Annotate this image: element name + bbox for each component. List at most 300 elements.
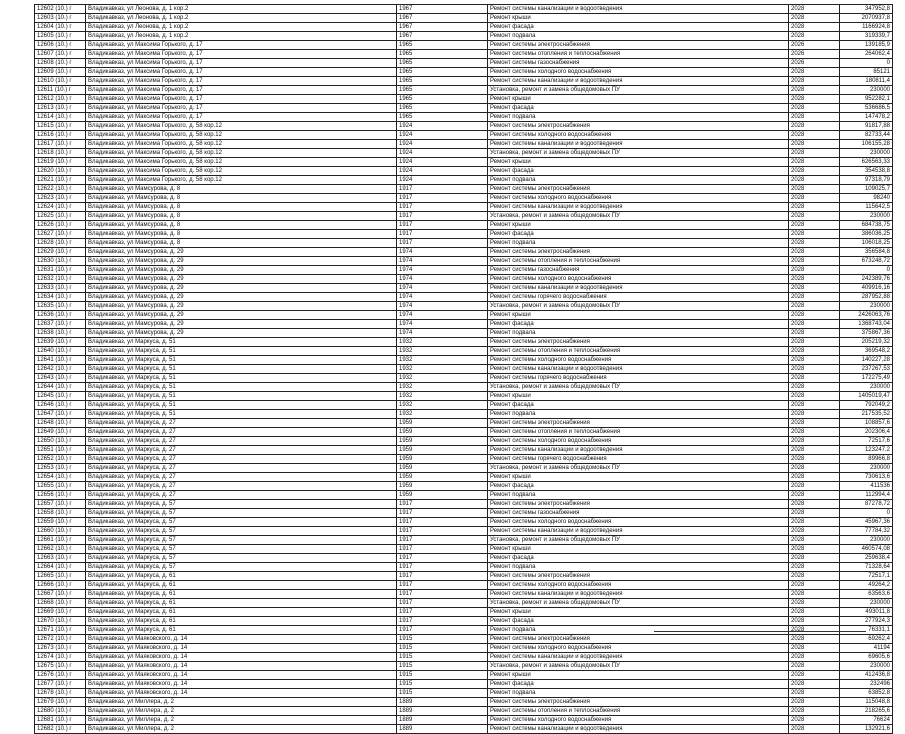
build-year-cell: 1974	[397, 248, 488, 257]
address-cell: Владикавказ, ул Маркуса, д. 61	[86, 617, 397, 626]
address-cell: Владикавказ, ул Маркуса, д. 51	[86, 356, 397, 365]
cost-cell: 0	[840, 266, 893, 275]
build-year-cell: 1917	[397, 572, 488, 581]
address-cell: Владикавказ, ул Маркуса, д. 27	[86, 455, 397, 464]
build-year-cell: 1924	[397, 158, 488, 167]
record-id-cell: 12621 (10.) г	[35, 176, 86, 185]
cost-cell: 230000	[840, 383, 893, 392]
record-id-cell: 12651 (10.) г	[35, 446, 86, 455]
work-type-cell: Ремонт фасада	[488, 680, 789, 689]
cost-cell: 730613,6	[840, 473, 893, 482]
record-id-cell: 12672 (10.) г	[35, 635, 86, 644]
build-year-cell: 1974	[397, 284, 488, 293]
work-type-cell: Ремонт фасада	[488, 554, 789, 563]
build-year-cell: 1917	[397, 527, 488, 536]
record-id-cell: 12674 (10.) г	[35, 653, 86, 662]
record-id-cell: 12660 (10.) г	[35, 527, 86, 536]
plan-year-cell: 2028	[789, 185, 840, 194]
work-type-cell: Ремонт системы горячего водоснабжения	[488, 293, 789, 302]
address-cell: Владикавказ, ул Мамсурова, д. 8	[86, 221, 397, 230]
record-id-cell: 12680 (10.) г	[35, 707, 86, 716]
plan-year-cell: 2028	[789, 554, 840, 563]
address-cell: Владикавказ, ул Мамсурова, д. 29	[86, 248, 397, 257]
plan-year-cell: 2028	[789, 374, 840, 383]
plan-year-cell: 2028	[789, 140, 840, 149]
record-id-cell: 12678 (10.) г	[35, 689, 86, 698]
plan-year-cell: 2028	[789, 482, 840, 491]
plan-year-cell: 2028	[789, 311, 840, 320]
record-id-cell: 12615 (10.) г	[35, 122, 86, 131]
record-id-cell: 12604 (10.) г	[35, 23, 86, 32]
address-cell: Владикавказ, ул Маркуса, д. 51	[86, 392, 397, 401]
work-type-cell: Ремонт системы канализации и водоотведения	[488, 203, 789, 212]
record-id-cell: 12682 (10.) г	[35, 725, 86, 734]
build-year-cell: 1917	[397, 563, 488, 572]
plan-year-cell: 2028	[789, 455, 840, 464]
cost-cell: 626563,33	[840, 158, 893, 167]
address-cell: Владикавказ, ул Маркуса, д. 51	[86, 338, 397, 347]
cost-cell: 63852,8	[840, 689, 893, 698]
plan-year-cell: 2028	[789, 536, 840, 545]
work-type-cell: Ремонт фасада	[488, 167, 789, 176]
work-type-cell: Ремонт системы отопления и теплоснабжения	[488, 707, 789, 716]
cost-cell: 354538,8	[840, 167, 893, 176]
address-cell: Владикавказ, ул Мамсурова, д. 8	[86, 203, 397, 212]
address-cell: Владикавказ, ул Маркуса, д. 27	[86, 473, 397, 482]
cost-cell: 82733,44	[840, 131, 893, 140]
cost-cell: 132921,6	[840, 725, 893, 734]
record-id-cell: 12655 (10.) г	[35, 482, 86, 491]
address-cell: Владикавказ, ул Мамсурова, д. 29	[86, 284, 397, 293]
plan-year-cell: 2028	[789, 77, 840, 86]
build-year-cell: 1965	[397, 86, 488, 95]
plan-year-cell: 2028	[789, 113, 840, 122]
address-cell: Владикавказ, ул Миллера, д. 2	[86, 716, 397, 725]
record-id-cell: 12633 (10.) г	[35, 284, 86, 293]
work-type-cell: Ремонт системы отопления и теплоснабжения	[488, 428, 789, 437]
work-type-cell: Установка, ремонт и замена общедомовых ПУ	[488, 86, 789, 95]
plan-year-cell: 2028	[789, 275, 840, 284]
plan-year-cell: 2028	[789, 635, 840, 644]
work-type-cell: Ремонт крыши	[488, 671, 789, 680]
build-year-cell: 1917	[397, 545, 488, 554]
cost-cell: 180811,4	[840, 77, 893, 86]
table-row	[35, 590, 893, 599]
work-type-cell: Ремонт подвала	[488, 689, 789, 698]
plan-year-cell: 2028	[789, 176, 840, 185]
work-type-cell: Ремонт крыши	[488, 221, 789, 230]
record-id-cell: 12631 (10.) г	[35, 266, 86, 275]
work-type-cell: Ремонт крыши	[488, 311, 789, 320]
build-year-cell: 1974	[397, 320, 488, 329]
work-type-cell: Ремонт системы газоснабжения	[488, 266, 789, 275]
plan-year-cell: 2028	[789, 212, 840, 221]
build-year-cell: 1915	[397, 644, 488, 653]
cost-cell: 45967,36	[840, 518, 893, 527]
cost-cell: 172275,49	[840, 374, 893, 383]
build-year-cell: 1974	[397, 311, 488, 320]
build-year-cell: 1974	[397, 302, 488, 311]
build-year-cell: 1917	[397, 212, 488, 221]
plan-year-cell: 2028	[789, 599, 840, 608]
build-year-cell: 1965	[397, 50, 488, 59]
cost-cell: 98240	[840, 194, 893, 203]
table-row	[35, 194, 893, 203]
address-cell: Владикавказ, ул Леонова, д. 1 кор.2	[86, 5, 397, 14]
plan-year-cell: 2028	[789, 500, 840, 509]
cost-cell: 139185,9	[840, 41, 893, 50]
work-type-cell: Ремонт крыши	[488, 608, 789, 617]
build-year-cell: 1917	[397, 581, 488, 590]
build-year-cell: 1924	[397, 167, 488, 176]
cost-cell: 1405019,47	[840, 392, 893, 401]
build-year-cell: 1967	[397, 32, 488, 41]
build-year-cell: 1932	[397, 401, 488, 410]
table-row	[35, 716, 893, 725]
build-year-cell: 1917	[397, 509, 488, 518]
build-year-cell: 1959	[397, 455, 488, 464]
build-year-cell: 1924	[397, 149, 488, 158]
build-year-cell: 1889	[397, 707, 488, 716]
address-cell: Владикавказ, ул Максима Горького, д. 58 кор.12	[86, 122, 397, 131]
record-id-cell: 12617 (10.) г	[35, 140, 86, 149]
work-type-cell: Ремонт фасада	[488, 104, 789, 113]
record-id-cell: 12635 (10.) г	[35, 302, 86, 311]
build-year-cell: 1915	[397, 689, 488, 698]
build-year-cell: 1924	[397, 176, 488, 185]
build-year-cell: 1965	[397, 113, 488, 122]
build-year-cell: 1915	[397, 635, 488, 644]
table-row	[35, 581, 893, 590]
plan-year-cell: 2028	[789, 707, 840, 716]
cost-cell: 69262,4	[840, 635, 893, 644]
work-type-cell: Ремонт системы горячего водоснабжения	[488, 455, 789, 464]
address-cell: Владикавказ, ул Маркуса, д. 51	[86, 374, 397, 383]
record-id-cell: 12665 (10.) г	[35, 572, 86, 581]
plan-year-cell: 2028	[789, 230, 840, 239]
plan-year-cell: 2028	[789, 491, 840, 500]
record-id-cell: 12634 (10.) г	[35, 293, 86, 302]
plan-year-cell: 2028	[789, 725, 840, 734]
address-cell: Владикавказ, ул Мамсурова, д. 8	[86, 194, 397, 203]
plan-year-cell: 2028	[789, 338, 840, 347]
table-row	[35, 149, 893, 158]
cost-cell: 87278,72	[840, 500, 893, 509]
record-id-cell: 12623 (10.) г	[35, 194, 86, 203]
address-cell: Владикавказ, ул Мамсурова, д. 29	[86, 293, 397, 302]
address-cell: Владикавказ, ул Мамсурова, д. 29	[86, 311, 397, 320]
work-type-cell: Ремонт системы электроснабжения	[488, 572, 789, 581]
build-year-cell: 1932	[397, 410, 488, 419]
cost-cell: 230000	[840, 599, 893, 608]
cost-cell: 369548,2	[840, 347, 893, 356]
work-type-cell: Ремонт крыши	[488, 95, 789, 104]
work-type-cell: Ремонт системы горячего водоснабжения	[488, 374, 789, 383]
table-row	[35, 257, 893, 266]
table-row	[35, 644, 893, 653]
plan-year-cell: 2028	[789, 572, 840, 581]
table-row	[35, 536, 893, 545]
work-type-cell: Ремонт фасада	[488, 23, 789, 32]
cost-cell: 123247,2	[840, 446, 893, 455]
table-row	[35, 563, 893, 572]
work-type-cell: Ремонт крыши	[488, 473, 789, 482]
table-row	[35, 68, 893, 77]
cost-cell: 386036,25	[840, 230, 893, 239]
cost-cell: 147478,2	[840, 113, 893, 122]
plan-year-cell: 2028	[789, 437, 840, 446]
plan-year-cell: 2028	[789, 680, 840, 689]
plan-year-cell: 2028	[789, 104, 840, 113]
build-year-cell: 1965	[397, 41, 488, 50]
table-row	[35, 599, 893, 608]
address-cell: Владикавказ, ул Маркуса, д. 27	[86, 464, 397, 473]
cost-cell: 76624	[840, 716, 893, 725]
work-type-cell: Ремонт системы канализации и водоотведения	[488, 653, 789, 662]
plan-year-cell: 2028	[789, 464, 840, 473]
address-cell: Владикавказ, ул Маркуса, д. 51	[86, 383, 397, 392]
plan-year-cell: 2028	[789, 68, 840, 77]
table-row	[35, 293, 893, 302]
plan-year-cell: 2028	[789, 86, 840, 95]
table-row	[35, 518, 893, 527]
plan-year-cell: 2028	[789, 320, 840, 329]
build-year-cell: 1917	[397, 239, 488, 248]
work-type-cell: Ремонт подвала	[488, 113, 789, 122]
cost-cell: 412436,8	[840, 671, 893, 680]
address-cell: Владикавказ, ул Маркуса, д. 51	[86, 410, 397, 419]
record-id-cell: 12648 (10.) г	[35, 419, 86, 428]
table-row	[35, 140, 893, 149]
build-year-cell: 1889	[397, 725, 488, 734]
table-row	[35, 41, 893, 50]
record-id-cell: 12610 (10.) г	[35, 77, 86, 86]
build-year-cell: 1974	[397, 266, 488, 275]
plan-year-cell: 2028	[789, 257, 840, 266]
table-row	[35, 5, 893, 14]
record-id-cell: 12664 (10.) г	[35, 563, 86, 572]
record-id-cell: 12632 (10.) г	[35, 275, 86, 284]
build-year-cell: 1917	[397, 194, 488, 203]
work-type-cell: Ремонт системы канализации и водоотведения	[488, 365, 789, 374]
build-year-cell: 1959	[397, 482, 488, 491]
cost-cell: 409916,16	[840, 284, 893, 293]
address-cell: Владикавказ, ул Максима Горького, д. 17	[86, 68, 397, 77]
address-cell: Владикавказ, ул Маркуса, д. 57	[86, 563, 397, 572]
cost-cell: 49264,2	[840, 581, 893, 590]
cost-cell: 536686,5	[840, 104, 893, 113]
work-type-cell: Ремонт системы канализации и водоотведения	[488, 140, 789, 149]
work-type-cell: Ремонт системы канализации и водоотведения	[488, 725, 789, 734]
build-year-cell: 1959	[397, 464, 488, 473]
plan-year-cell: 2028	[789, 626, 840, 635]
record-id-cell: 12647 (10.) г	[35, 410, 86, 419]
record-id-cell: 12620 (10.) г	[35, 167, 86, 176]
build-year-cell: 1932	[397, 356, 488, 365]
record-id-cell: 12662 (10.) г	[35, 545, 86, 554]
record-id-cell: 12638 (10.) г	[35, 329, 86, 338]
build-year-cell: 1917	[397, 599, 488, 608]
plan-year-cell: 2028	[789, 518, 840, 527]
record-id-cell: 12624 (10.) г	[35, 203, 86, 212]
table-row	[35, 122, 893, 131]
plan-year-cell: 2028	[789, 356, 840, 365]
work-type-cell: Ремонт системы холодного водоснабжения	[488, 356, 789, 365]
plan-year-cell: 2028	[789, 302, 840, 311]
work-type-cell: Ремонт системы электроснабжения	[488, 248, 789, 257]
plan-year-cell: 2028	[789, 131, 840, 140]
work-type-cell: Ремонт системы холодного водоснабжения	[488, 581, 789, 590]
record-id-cell: 12627 (10.) г	[35, 230, 86, 239]
address-cell: Владикавказ, ул Мамсурова, д. 8	[86, 185, 397, 194]
build-year-cell: 1932	[397, 347, 488, 356]
build-year-cell: 1965	[397, 59, 488, 68]
record-id-cell: 12642 (10.) г	[35, 365, 86, 374]
table-row	[35, 419, 893, 428]
table-row	[35, 617, 893, 626]
plan-year-cell: 2028	[789, 644, 840, 653]
work-type-cell: Ремонт крыши	[488, 545, 789, 554]
cost-cell: 230000	[840, 536, 893, 545]
cost-cell: 460574,08	[840, 545, 893, 554]
record-id-cell: 12630 (10.) г	[35, 257, 86, 266]
work-type-cell: Ремонт системы канализации и водоотведения	[488, 284, 789, 293]
build-year-cell: 1959	[397, 446, 488, 455]
plan-year-cell: 2026	[789, 59, 840, 68]
record-id-cell: 12619 (10.) г	[35, 158, 86, 167]
record-id-cell: 12681 (10.) г	[35, 716, 86, 725]
record-id-cell: 12613 (10.) г	[35, 104, 86, 113]
table-row	[35, 635, 893, 644]
work-type-cell: Ремонт системы газоснабжения	[488, 59, 789, 68]
build-year-cell: 1915	[397, 662, 488, 671]
register-table	[34, 4, 890, 734]
cost-cell: 792049,2	[840, 401, 893, 410]
record-id-cell: 12611 (10.) г	[35, 86, 86, 95]
table-row	[35, 221, 893, 230]
cost-cell: 375867,36	[840, 329, 893, 338]
work-type-cell: Ремонт подвала	[488, 410, 789, 419]
plan-year-cell: 2028	[789, 248, 840, 257]
work-type-cell: Ремонт системы холодного водоснабжения	[488, 437, 789, 446]
table-row	[35, 626, 893, 635]
table-row	[35, 698, 893, 707]
work-type-cell: Ремонт системы электроснабжения	[488, 698, 789, 707]
work-type-cell: Ремонт системы канализации и водоотведения	[488, 527, 789, 536]
cost-cell: 69605,6	[840, 653, 893, 662]
address-cell: Владикавказ, ул Маяковского, д. 14	[86, 689, 397, 698]
address-cell: Владикавказ, ул Максима Горького, д. 58 кор.12	[86, 149, 397, 158]
cost-cell: 76331,1	[840, 626, 893, 635]
address-cell: Владикавказ, ул Маяковского, д. 14	[86, 662, 397, 671]
address-cell: Владикавказ, ул Миллера, д. 2	[86, 725, 397, 734]
cost-cell: 319339,7	[840, 32, 893, 41]
plan-year-cell: 2028	[789, 122, 840, 131]
plan-year-cell: 2028	[789, 509, 840, 518]
table-row	[35, 32, 893, 41]
address-cell: Владикавказ, ул Маркуса, д. 57	[86, 527, 397, 536]
table-row	[35, 104, 893, 113]
signature-line	[654, 631, 866, 632]
address-cell: Владикавказ, ул Мамсурова, д. 29	[86, 275, 397, 284]
table-row	[35, 176, 893, 185]
cost-cell: 287952,88	[840, 293, 893, 302]
address-cell: Владикавказ, ул Маркуса, д. 27	[86, 419, 397, 428]
work-type-cell: Ремонт системы отопления и теплоснабжения	[488, 257, 789, 266]
record-id-cell: 12603 (10.) г	[35, 14, 86, 23]
cost-cell: 2426063,76	[840, 311, 893, 320]
work-type-cell: Ремонт системы канализации и водоотведения	[488, 77, 789, 86]
plan-year-cell: 2028	[789, 293, 840, 302]
table-row	[35, 311, 893, 320]
table-row	[35, 401, 893, 410]
table-row	[35, 50, 893, 59]
plan-year-cell: 2028	[789, 266, 840, 275]
record-id-cell: 12671 (10.) г	[35, 626, 86, 635]
cost-cell: 112994,4	[840, 491, 893, 500]
table-row	[35, 707, 893, 716]
build-year-cell: 1917	[397, 617, 488, 626]
table-row	[35, 356, 893, 365]
cost-cell: 72517,6	[840, 437, 893, 446]
build-year-cell: 1917	[397, 185, 488, 194]
plan-year-cell: 2028	[789, 401, 840, 410]
address-cell: Владикавказ, ул Мамсурова, д. 8	[86, 212, 397, 221]
plan-year-cell: 2028	[789, 149, 840, 158]
record-id-cell: 12629 (10.) г	[35, 248, 86, 257]
record-id-cell: 12608 (10.) г	[35, 59, 86, 68]
address-cell: Владикавказ, ул Маркуса, д. 27	[86, 491, 397, 500]
build-year-cell: 1924	[397, 122, 488, 131]
work-type-cell: Ремонт системы отопления и теплоснабжения	[488, 347, 789, 356]
cost-cell: 0	[840, 509, 893, 518]
record-id-cell: 12639 (10.) г	[35, 338, 86, 347]
work-type-cell: Ремонт системы холодного водоснабжения	[488, 68, 789, 77]
plan-year-cell: 2028	[789, 671, 840, 680]
table-row	[35, 23, 893, 32]
work-type-cell: Ремонт системы электроснабжения	[488, 419, 789, 428]
table-row	[35, 131, 893, 140]
build-year-cell: 1932	[397, 392, 488, 401]
work-type-cell: Установка, ремонт и замена общедомовых ПУ	[488, 149, 789, 158]
build-year-cell: 1917	[397, 203, 488, 212]
build-year-cell: 1965	[397, 77, 488, 86]
table-row	[35, 653, 893, 662]
table-row	[35, 284, 893, 293]
cost-cell: 115048,8	[840, 698, 893, 707]
work-type-cell: Ремонт системы газоснабжения	[488, 509, 789, 518]
record-id-cell: 12649 (10.) г	[35, 428, 86, 437]
build-year-cell: 1915	[397, 653, 488, 662]
work-type-cell: Установка, ремонт и замена общедомовых ПУ	[488, 599, 789, 608]
cost-cell: 115642,5	[840, 203, 893, 212]
build-year-cell: 1959	[397, 473, 488, 482]
work-type-cell: Ремонт системы электроснабжения	[488, 338, 789, 347]
build-year-cell: 1974	[397, 257, 488, 266]
plan-year-cell: 2028	[789, 563, 840, 572]
table-row	[35, 491, 893, 500]
build-year-cell: 1965	[397, 68, 488, 77]
address-cell: Владикавказ, ул Миллера, д. 2	[86, 707, 397, 716]
work-type-cell: Ремонт крыши	[488, 158, 789, 167]
address-cell: Владикавказ, ул Максима Горького, д. 58 кор.12	[86, 158, 397, 167]
record-id-cell: 12669 (10.) г	[35, 608, 86, 617]
table-row	[35, 473, 893, 482]
build-year-cell: 1967	[397, 23, 488, 32]
table-row	[35, 275, 893, 284]
build-year-cell: 1932	[397, 365, 488, 374]
record-id-cell: 12677 (10.) г	[35, 680, 86, 689]
